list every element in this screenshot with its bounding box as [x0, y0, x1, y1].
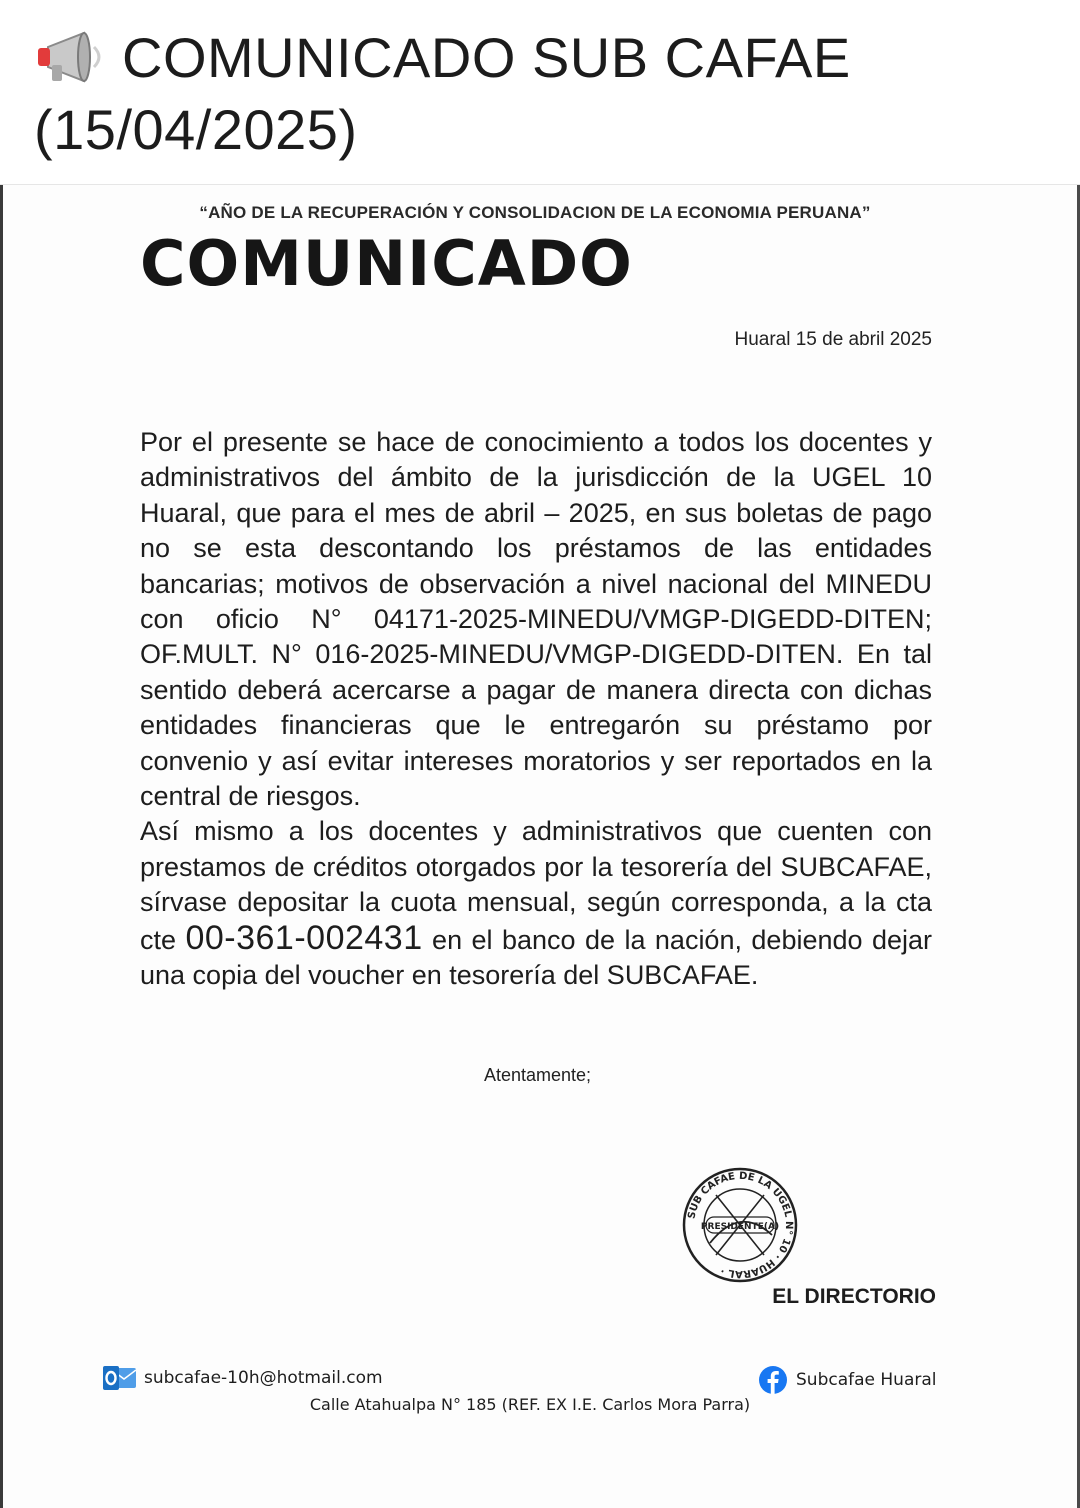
- post-title-line1: COMUNICADO SUB CAFAE: [122, 26, 851, 89]
- body-paragraph-1: Por el presente se hace de conocimiento a todos los docentes y administrativos del ámbito de la jurisdicción de la UGEL 10 Huaral, que para el mes de abril – 2025, en sus boletas de pago no se esta descontando los préstamos de las entidades bancarias; motivos de observación a nivel nacional del MINEDU con oficio N° 04171-2025-MINEDU/VMGP-DIGEDD-DITEN; OF.MULT. N° 016-2025-MINEDU/VMGP-DIGEDD-DITEN. En tal sentido deberá acercarse a pagar de manera directa con dichas entidades financieras que le entregarón su préstamo por convenio y así evitar intereses moratorios y ser reportados en la central de riesgos.: [140, 427, 932, 812]
- signer-name: EL DIRECTORIO: [772, 1285, 936, 1308]
- outlook-icon: [102, 1365, 138, 1391]
- document-body: [140, 425, 932, 994]
- email-address: subcafae-10h@hotmail.com: [144, 1368, 383, 1388]
- post-title: [34, 22, 1054, 166]
- post-title-line2: (15/04/2025): [34, 98, 358, 161]
- megaphone-icon: [34, 29, 112, 85]
- document-date: Huaral 15 de abril 2025: [734, 329, 932, 350]
- official-seal: [680, 1165, 800, 1285]
- body-paragraph-2-end: en el banco de la nación, debiendo dejar una copia del voucher en tesorería del SUBCAFAE.: [140, 924, 932, 991]
- post-header: [0, 0, 1080, 184]
- footer-facebook: [758, 1365, 937, 1395]
- document-image: [0, 184, 1080, 1508]
- closing-salutation: Atentamente;: [483, 1065, 592, 1085]
- facebook-page-name: Subcafae Huaral: [796, 1370, 937, 1390]
- svg-text:PRESIDENTE(A): PRESIDENTE(A): [700, 1222, 780, 1232]
- svg-text:SUB CAFAE DE LA UGEL N° 10 · H: SUB CAFAE DE LA UGEL N° 10 · HUARAL ·: [686, 1170, 795, 1280]
- document-edge-left: [0, 185, 3, 1508]
- account-number: 00-361-002431: [185, 918, 423, 957]
- footer-address: Calle Atahualpa N° 185 (REF. EX I.E. Carlos Mora Parra): [309, 1395, 751, 1414]
- year-motto: “AÑO DE LA RECUPERACIÓN Y CONSOLIDACION DE LA ECONOMIA PERUANA”: [199, 203, 871, 222]
- body-paragraph-2: [140, 814, 932, 993]
- body-paragraph-2-start: Así mismo a los docentes y administrativos que cuenten con prestamos de créditos otorgados por la tesorería del SUBCAFAE, sírvase depositar la cuota mensual, según corresponda, a la cta cte: [140, 816, 932, 955]
- facebook-icon: [758, 1365, 788, 1395]
- footer-email: [102, 1365, 383, 1391]
- document-heading: COMUNICADO: [140, 227, 633, 300]
